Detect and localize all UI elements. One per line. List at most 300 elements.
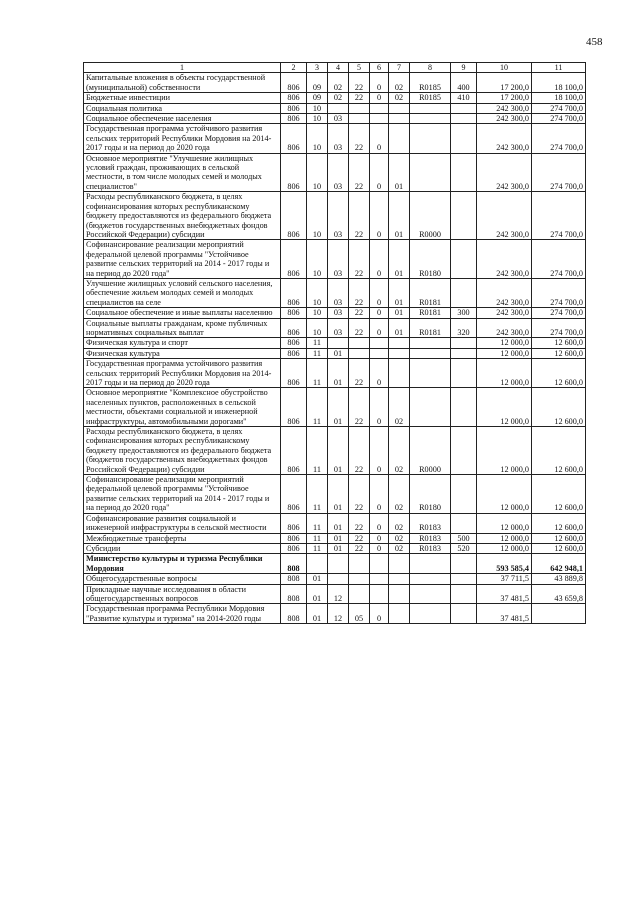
- table-row: [84, 114, 586, 124]
- section-code: 10: [307, 103, 328, 113]
- department-code: 806: [281, 359, 307, 388]
- section-code: 11: [307, 475, 328, 514]
- table-row: [84, 388, 586, 427]
- subsection-code: [328, 574, 349, 584]
- section-code: 11: [307, 388, 328, 427]
- section-code: 10: [307, 192, 328, 240]
- amount-2018: 12 000,0: [477, 359, 532, 388]
- table-row: [84, 240, 586, 279]
- program-code: 22: [349, 278, 370, 307]
- expense-code: R0000: [410, 427, 451, 475]
- subprogram-code: 0: [370, 153, 389, 192]
- department-code: 806: [281, 348, 307, 358]
- department-code: 808: [281, 554, 307, 574]
- program-code: [349, 338, 370, 348]
- row-name: Государственная программа устойчивого развития сельских территорий Республики Мордовия на 2014-2017 годы и на период до 2020 года: [84, 124, 281, 153]
- expense-code: [410, 114, 451, 124]
- expense-type-code: [451, 427, 477, 475]
- page-number: 458: [586, 36, 603, 48]
- program-code: 22: [349, 153, 370, 192]
- row-name: Социальное обеспечение населения: [84, 114, 281, 124]
- expense-code: [410, 359, 451, 388]
- amount-2018: 242 300,0: [477, 278, 532, 307]
- activity-code: 02: [389, 388, 410, 427]
- department-code: 806: [281, 543, 307, 553]
- subsection-code: 03: [328, 278, 349, 307]
- column-header: 1: [84, 63, 281, 73]
- amount-2018: 37 481,5: [477, 584, 532, 604]
- amount-2019: 274 700,0: [532, 308, 586, 318]
- section-code: 10: [307, 318, 328, 338]
- budget-table-body: [84, 63, 586, 624]
- subsection-code: 01: [328, 543, 349, 553]
- table-row: [84, 278, 586, 307]
- program-code: [349, 348, 370, 358]
- amount-2018: 593 585,4: [477, 554, 532, 574]
- amount-2019: 12 600,0: [532, 359, 586, 388]
- expense-code: [410, 153, 451, 192]
- subsection-code: 03: [328, 124, 349, 153]
- activity-code: [389, 554, 410, 574]
- table-row: [84, 103, 586, 113]
- row-name: Межбюджетные трансферты: [84, 533, 281, 543]
- expense-type-code: 320: [451, 318, 477, 338]
- row-name: Расходы республиканского бюджета, в целях софинансирования которых республиканскому бюджету предоставляются из федерального бюджета (бюджетов государственных внебюджетных фондов Российской Федерации) субсидии: [84, 427, 281, 475]
- expense-type-code: [451, 114, 477, 124]
- expense-type-code: [451, 475, 477, 514]
- amount-2018: 12 000,0: [477, 533, 532, 543]
- column-header: 7: [389, 63, 410, 73]
- amount-2018: 37 481,5: [477, 604, 532, 624]
- expense-type-code: 520: [451, 543, 477, 553]
- subsection-code: 01: [328, 475, 349, 514]
- department-code: 806: [281, 338, 307, 348]
- expense-type-code: [451, 124, 477, 153]
- program-code: [349, 554, 370, 574]
- expense-code: R0183: [410, 533, 451, 543]
- table-row: [84, 338, 586, 348]
- subprogram-code: 0: [370, 359, 389, 388]
- section-code: 10: [307, 240, 328, 279]
- expense-code: R0183: [410, 513, 451, 533]
- program-code: [349, 103, 370, 113]
- subsection-code: 03: [328, 114, 349, 124]
- department-code: 806: [281, 93, 307, 103]
- column-header: 10: [477, 63, 532, 73]
- activity-code: 02: [389, 513, 410, 533]
- table-row: [84, 124, 586, 153]
- row-name: Субсидии: [84, 543, 281, 553]
- table-row: [84, 73, 586, 93]
- department-code: 806: [281, 124, 307, 153]
- expense-type-code: [451, 153, 477, 192]
- activity-code: 01: [389, 318, 410, 338]
- department-code: 808: [281, 584, 307, 604]
- section-code: 10: [307, 124, 328, 153]
- activity-code: 02: [389, 73, 410, 93]
- activity-code: 01: [389, 278, 410, 307]
- amount-2019: 274 700,0: [532, 192, 586, 240]
- expense-code: R0180: [410, 475, 451, 514]
- table-row: [84, 308, 586, 318]
- subsection-code: 01: [328, 427, 349, 475]
- table-row: [84, 348, 586, 358]
- expense-code: [410, 554, 451, 574]
- expense-type-code: [451, 278, 477, 307]
- subprogram-code: 0: [370, 427, 389, 475]
- program-code: [349, 574, 370, 584]
- expense-code: [410, 338, 451, 348]
- row-name: Физическая культура и спорт: [84, 338, 281, 348]
- department-code: 808: [281, 604, 307, 624]
- subsection-code: 03: [328, 192, 349, 240]
- amount-2019: [532, 604, 586, 624]
- expense-type-code: [451, 388, 477, 427]
- subprogram-code: 0: [370, 543, 389, 553]
- program-code: 22: [349, 318, 370, 338]
- row-name: Прикладные научные исследования в области общегосударственных вопросов: [84, 584, 281, 604]
- amount-2019: 18 100,0: [532, 93, 586, 103]
- amount-2018: 12 000,0: [477, 513, 532, 533]
- activity-code: 01: [389, 308, 410, 318]
- expense-code: [410, 348, 451, 358]
- section-code: [307, 554, 328, 574]
- amount-2019: 12 600,0: [532, 513, 586, 533]
- expense-type-code: 500: [451, 533, 477, 543]
- expense-code: [410, 124, 451, 153]
- amount-2019: 274 700,0: [532, 103, 586, 113]
- expense-type-code: 400: [451, 73, 477, 93]
- program-code: 22: [349, 359, 370, 388]
- table-row: [84, 359, 586, 388]
- table-row: [84, 574, 586, 584]
- budget-table: [83, 62, 586, 624]
- amount-2019: 274 700,0: [532, 240, 586, 279]
- department-code: 806: [281, 114, 307, 124]
- program-code: 22: [349, 93, 370, 103]
- expense-code: R0180: [410, 240, 451, 279]
- table-row: [84, 192, 586, 240]
- activity-code: [389, 574, 410, 584]
- row-name: Государственная программа устойчивого развития сельских территорий Республики Мордовия на 2014-2017 годы и на период до 2020 года: [84, 359, 281, 388]
- activity-code: [389, 338, 410, 348]
- amount-2019: 642 948,1: [532, 554, 586, 574]
- row-name: Социальные выплаты гражданам, кроме публичных нормативных социальных выплат: [84, 318, 281, 338]
- table-row: [84, 554, 586, 574]
- subprogram-code: [370, 103, 389, 113]
- subprogram-code: 0: [370, 604, 389, 624]
- expense-code: [410, 574, 451, 584]
- subsection-code: [328, 554, 349, 574]
- subsection-code: [328, 338, 349, 348]
- department-code: 806: [281, 427, 307, 475]
- subsection-code: 02: [328, 93, 349, 103]
- subprogram-code: 0: [370, 192, 389, 240]
- activity-code: 02: [389, 543, 410, 553]
- subprogram-code: 0: [370, 533, 389, 543]
- program-code: 22: [349, 513, 370, 533]
- expense-type-code: [451, 584, 477, 604]
- amount-2018: 17 200,0: [477, 73, 532, 93]
- section-code: 10: [307, 153, 328, 192]
- column-header-row: [84, 63, 586, 73]
- department-code: 806: [281, 388, 307, 427]
- amount-2018: 242 300,0: [477, 318, 532, 338]
- expense-code: R0000: [410, 192, 451, 240]
- expense-code: [410, 584, 451, 604]
- department-code: 806: [281, 103, 307, 113]
- amount-2018: 37 711,5: [477, 574, 532, 584]
- amount-2018: 17 200,0: [477, 93, 532, 103]
- program-code: [349, 114, 370, 124]
- subsection-code: 03: [328, 308, 349, 318]
- row-name: Основное мероприятие "Комплексное обустройство населенных пунктов, расположенных в сельской местности, объектами социальной и инженерной инфраструктуры, автомобильными дорогами": [84, 388, 281, 427]
- section-code: 10: [307, 308, 328, 318]
- column-header: 8: [410, 63, 451, 73]
- section-code: 10: [307, 114, 328, 124]
- program-code: 22: [349, 475, 370, 514]
- expense-type-code: [451, 554, 477, 574]
- amount-2019: 12 600,0: [532, 533, 586, 543]
- department-code: 806: [281, 192, 307, 240]
- activity-code: 02: [389, 427, 410, 475]
- program-code: 22: [349, 73, 370, 93]
- section-code: 10: [307, 278, 328, 307]
- row-name: Основное мероприятие "Улучшение жилищных условий граждан, проживающих в сельской местности, в том числе молодых семей и молодых специалистов": [84, 153, 281, 192]
- subprogram-code: 0: [370, 475, 389, 514]
- expense-type-code: [451, 240, 477, 279]
- section-code: 01: [307, 584, 328, 604]
- section-code: 01: [307, 574, 328, 584]
- subsection-code: 12: [328, 604, 349, 624]
- amount-2018: 242 300,0: [477, 124, 532, 153]
- department-code: 806: [281, 73, 307, 93]
- section-code: 09: [307, 93, 328, 103]
- row-name: Улучшение жилищных условий сельского населения, обеспечение жильем молодых семей и молодых специалистов на селе: [84, 278, 281, 307]
- row-name: Бюджетные инвестиции: [84, 93, 281, 103]
- amount-2019: 274 700,0: [532, 114, 586, 124]
- activity-code: [389, 124, 410, 153]
- table-row: [84, 584, 586, 604]
- section-code: 11: [307, 348, 328, 358]
- column-header: 9: [451, 63, 477, 73]
- expense-code: R0181: [410, 318, 451, 338]
- program-code: 22: [349, 427, 370, 475]
- activity-code: 02: [389, 93, 410, 103]
- subprogram-code: 0: [370, 318, 389, 338]
- activity-code: [389, 103, 410, 113]
- subprogram-code: 0: [370, 240, 389, 279]
- expense-code: R0185: [410, 73, 451, 93]
- activity-code: [389, 584, 410, 604]
- table-row: [84, 153, 586, 192]
- column-header: 5: [349, 63, 370, 73]
- department-code: 806: [281, 240, 307, 279]
- section-code: 01: [307, 604, 328, 624]
- department-code: 806: [281, 153, 307, 192]
- table-row: [84, 475, 586, 514]
- expense-type-code: [451, 359, 477, 388]
- amount-2019: 274 700,0: [532, 278, 586, 307]
- amount-2019: 12 600,0: [532, 388, 586, 427]
- activity-code: [389, 604, 410, 624]
- row-name: Софинансирование реализации мероприятий федеральной целевой программы "Устойчивое развитие сельских территорий на 2014 - 2017 годы и на период до 2020 года": [84, 475, 281, 514]
- column-header: 2: [281, 63, 307, 73]
- activity-code: [389, 359, 410, 388]
- expense-type-code: 300: [451, 308, 477, 318]
- column-header: 3: [307, 63, 328, 73]
- subprogram-code: [370, 114, 389, 124]
- amount-2018: 12 000,0: [477, 475, 532, 514]
- amount-2019: 43 889,8: [532, 574, 586, 584]
- amount-2019: 12 600,0: [532, 348, 586, 358]
- expense-code: [410, 604, 451, 624]
- subsection-code: 01: [328, 533, 349, 543]
- activity-code: 01: [389, 240, 410, 279]
- expense-type-code: [451, 604, 477, 624]
- activity-code: 02: [389, 475, 410, 514]
- column-header: 6: [370, 63, 389, 73]
- row-name: Физическая культура: [84, 348, 281, 358]
- row-name: Расходы республиканского бюджета, в целях софинансирования которых республиканскому бюджету предоставляются из федерального бюджета (бюджетов государственных внебюджетных фондов Российской Федерации) субсидии: [84, 192, 281, 240]
- amount-2019: 12 600,0: [532, 475, 586, 514]
- subprogram-code: [370, 348, 389, 358]
- subsection-code: 01: [328, 348, 349, 358]
- subsection-code: 01: [328, 359, 349, 388]
- amount-2019: 12 600,0: [532, 338, 586, 348]
- expense-code: R0185: [410, 93, 451, 103]
- program-code: 22: [349, 543, 370, 553]
- program-code: 22: [349, 192, 370, 240]
- table-row: [84, 533, 586, 543]
- section-code: 09: [307, 73, 328, 93]
- subprogram-code: 0: [370, 513, 389, 533]
- section-code: 11: [307, 427, 328, 475]
- row-name: Социальное обеспечение и иные выплаты населению: [84, 308, 281, 318]
- department-code: 808: [281, 574, 307, 584]
- program-code: 22: [349, 533, 370, 543]
- amount-2018: 242 300,0: [477, 153, 532, 192]
- column-header: 4: [328, 63, 349, 73]
- subprogram-code: 0: [370, 278, 389, 307]
- program-code: 22: [349, 124, 370, 153]
- amount-2019: 274 700,0: [532, 153, 586, 192]
- subprogram-code: [370, 338, 389, 348]
- subprogram-code: [370, 574, 389, 584]
- department-code: 806: [281, 533, 307, 543]
- row-name: Государственная программа Республики Мордовия "Развитие культуры и туризма" на 2014-2020 годы: [84, 604, 281, 624]
- table-row: [84, 93, 586, 103]
- row-name: Софинансирование развития социальной и инженерной инфраструктуры в сельской местности: [84, 513, 281, 533]
- expense-code: [410, 388, 451, 427]
- amount-2018: 242 300,0: [477, 114, 532, 124]
- amount-2018: 12 000,0: [477, 543, 532, 553]
- subprogram-code: 0: [370, 308, 389, 318]
- activity-code: 01: [389, 153, 410, 192]
- program-code: 05: [349, 604, 370, 624]
- expense-type-code: [451, 348, 477, 358]
- expense-type-code: [451, 513, 477, 533]
- section-code: 11: [307, 513, 328, 533]
- department-code: 806: [281, 513, 307, 533]
- expense-type-code: [451, 192, 477, 240]
- subprogram-code: [370, 584, 389, 604]
- amount-2019: 274 700,0: [532, 124, 586, 153]
- section-code: 11: [307, 543, 328, 553]
- amount-2018: 12 000,0: [477, 348, 532, 358]
- amount-2018: 12 000,0: [477, 388, 532, 427]
- activity-code: [389, 348, 410, 358]
- amount-2018: 12 000,0: [477, 338, 532, 348]
- department-code: 806: [281, 308, 307, 318]
- subsection-code: 02: [328, 73, 349, 93]
- amount-2019: 12 600,0: [532, 543, 586, 553]
- subprogram-code: 0: [370, 73, 389, 93]
- department-code: 806: [281, 318, 307, 338]
- subsection-code: 01: [328, 513, 349, 533]
- section-code: 11: [307, 359, 328, 388]
- row-name: Капитальные вложения в объекты государственной (муниципальной) собственности: [84, 73, 281, 93]
- subprogram-code: 0: [370, 388, 389, 427]
- department-code: 806: [281, 475, 307, 514]
- amount-2019: 18 100,0: [532, 73, 586, 93]
- column-header: 11: [532, 63, 586, 73]
- row-name: Общегосударственные вопросы: [84, 574, 281, 584]
- program-code: [349, 584, 370, 604]
- amount-2018: 242 300,0: [477, 308, 532, 318]
- expense-code: R0181: [410, 308, 451, 318]
- amount-2018: 242 300,0: [477, 240, 532, 279]
- activity-code: 02: [389, 533, 410, 543]
- program-code: 22: [349, 308, 370, 318]
- row-name: Социальная политика: [84, 103, 281, 113]
- budget-table-container: [83, 62, 586, 624]
- amount-2018: 12 000,0: [477, 427, 532, 475]
- program-code: 22: [349, 240, 370, 279]
- table-row: [84, 318, 586, 338]
- subsection-code: 01: [328, 388, 349, 427]
- expense-type-code: [451, 103, 477, 113]
- amount-2018: 242 300,0: [477, 103, 532, 113]
- activity-code: 01: [389, 192, 410, 240]
- expense-code: R0183: [410, 543, 451, 553]
- expense-code: [410, 103, 451, 113]
- expense-type-code: 410: [451, 93, 477, 103]
- activity-code: [389, 114, 410, 124]
- subsection-code: 03: [328, 153, 349, 192]
- row-name: Министерство культуры и туризма Республики Мордовия: [84, 554, 281, 574]
- amount-2019: 12 600,0: [532, 427, 586, 475]
- table-row: [84, 427, 586, 475]
- table-row: [84, 604, 586, 624]
- section-code: 11: [307, 338, 328, 348]
- expense-type-code: [451, 338, 477, 348]
- subprogram-code: [370, 554, 389, 574]
- expense-type-code: [451, 574, 477, 584]
- subprogram-code: 0: [370, 124, 389, 153]
- amount-2019: 43 659,8: [532, 584, 586, 604]
- subsection-code: 12: [328, 584, 349, 604]
- subsection-code: 03: [328, 318, 349, 338]
- subsection-code: [328, 103, 349, 113]
- program-code: 22: [349, 388, 370, 427]
- amount-2019: 274 700,0: [532, 318, 586, 338]
- table-row: [84, 513, 586, 533]
- subprogram-code: 0: [370, 93, 389, 103]
- amount-2018: 242 300,0: [477, 192, 532, 240]
- table-row: [84, 543, 586, 553]
- row-name: Софинансирование реализации мероприятий федеральной целевой программы "Устойчивое развитие сельских территорий на 2014 - 2017 годы и на период до 2020 года": [84, 240, 281, 279]
